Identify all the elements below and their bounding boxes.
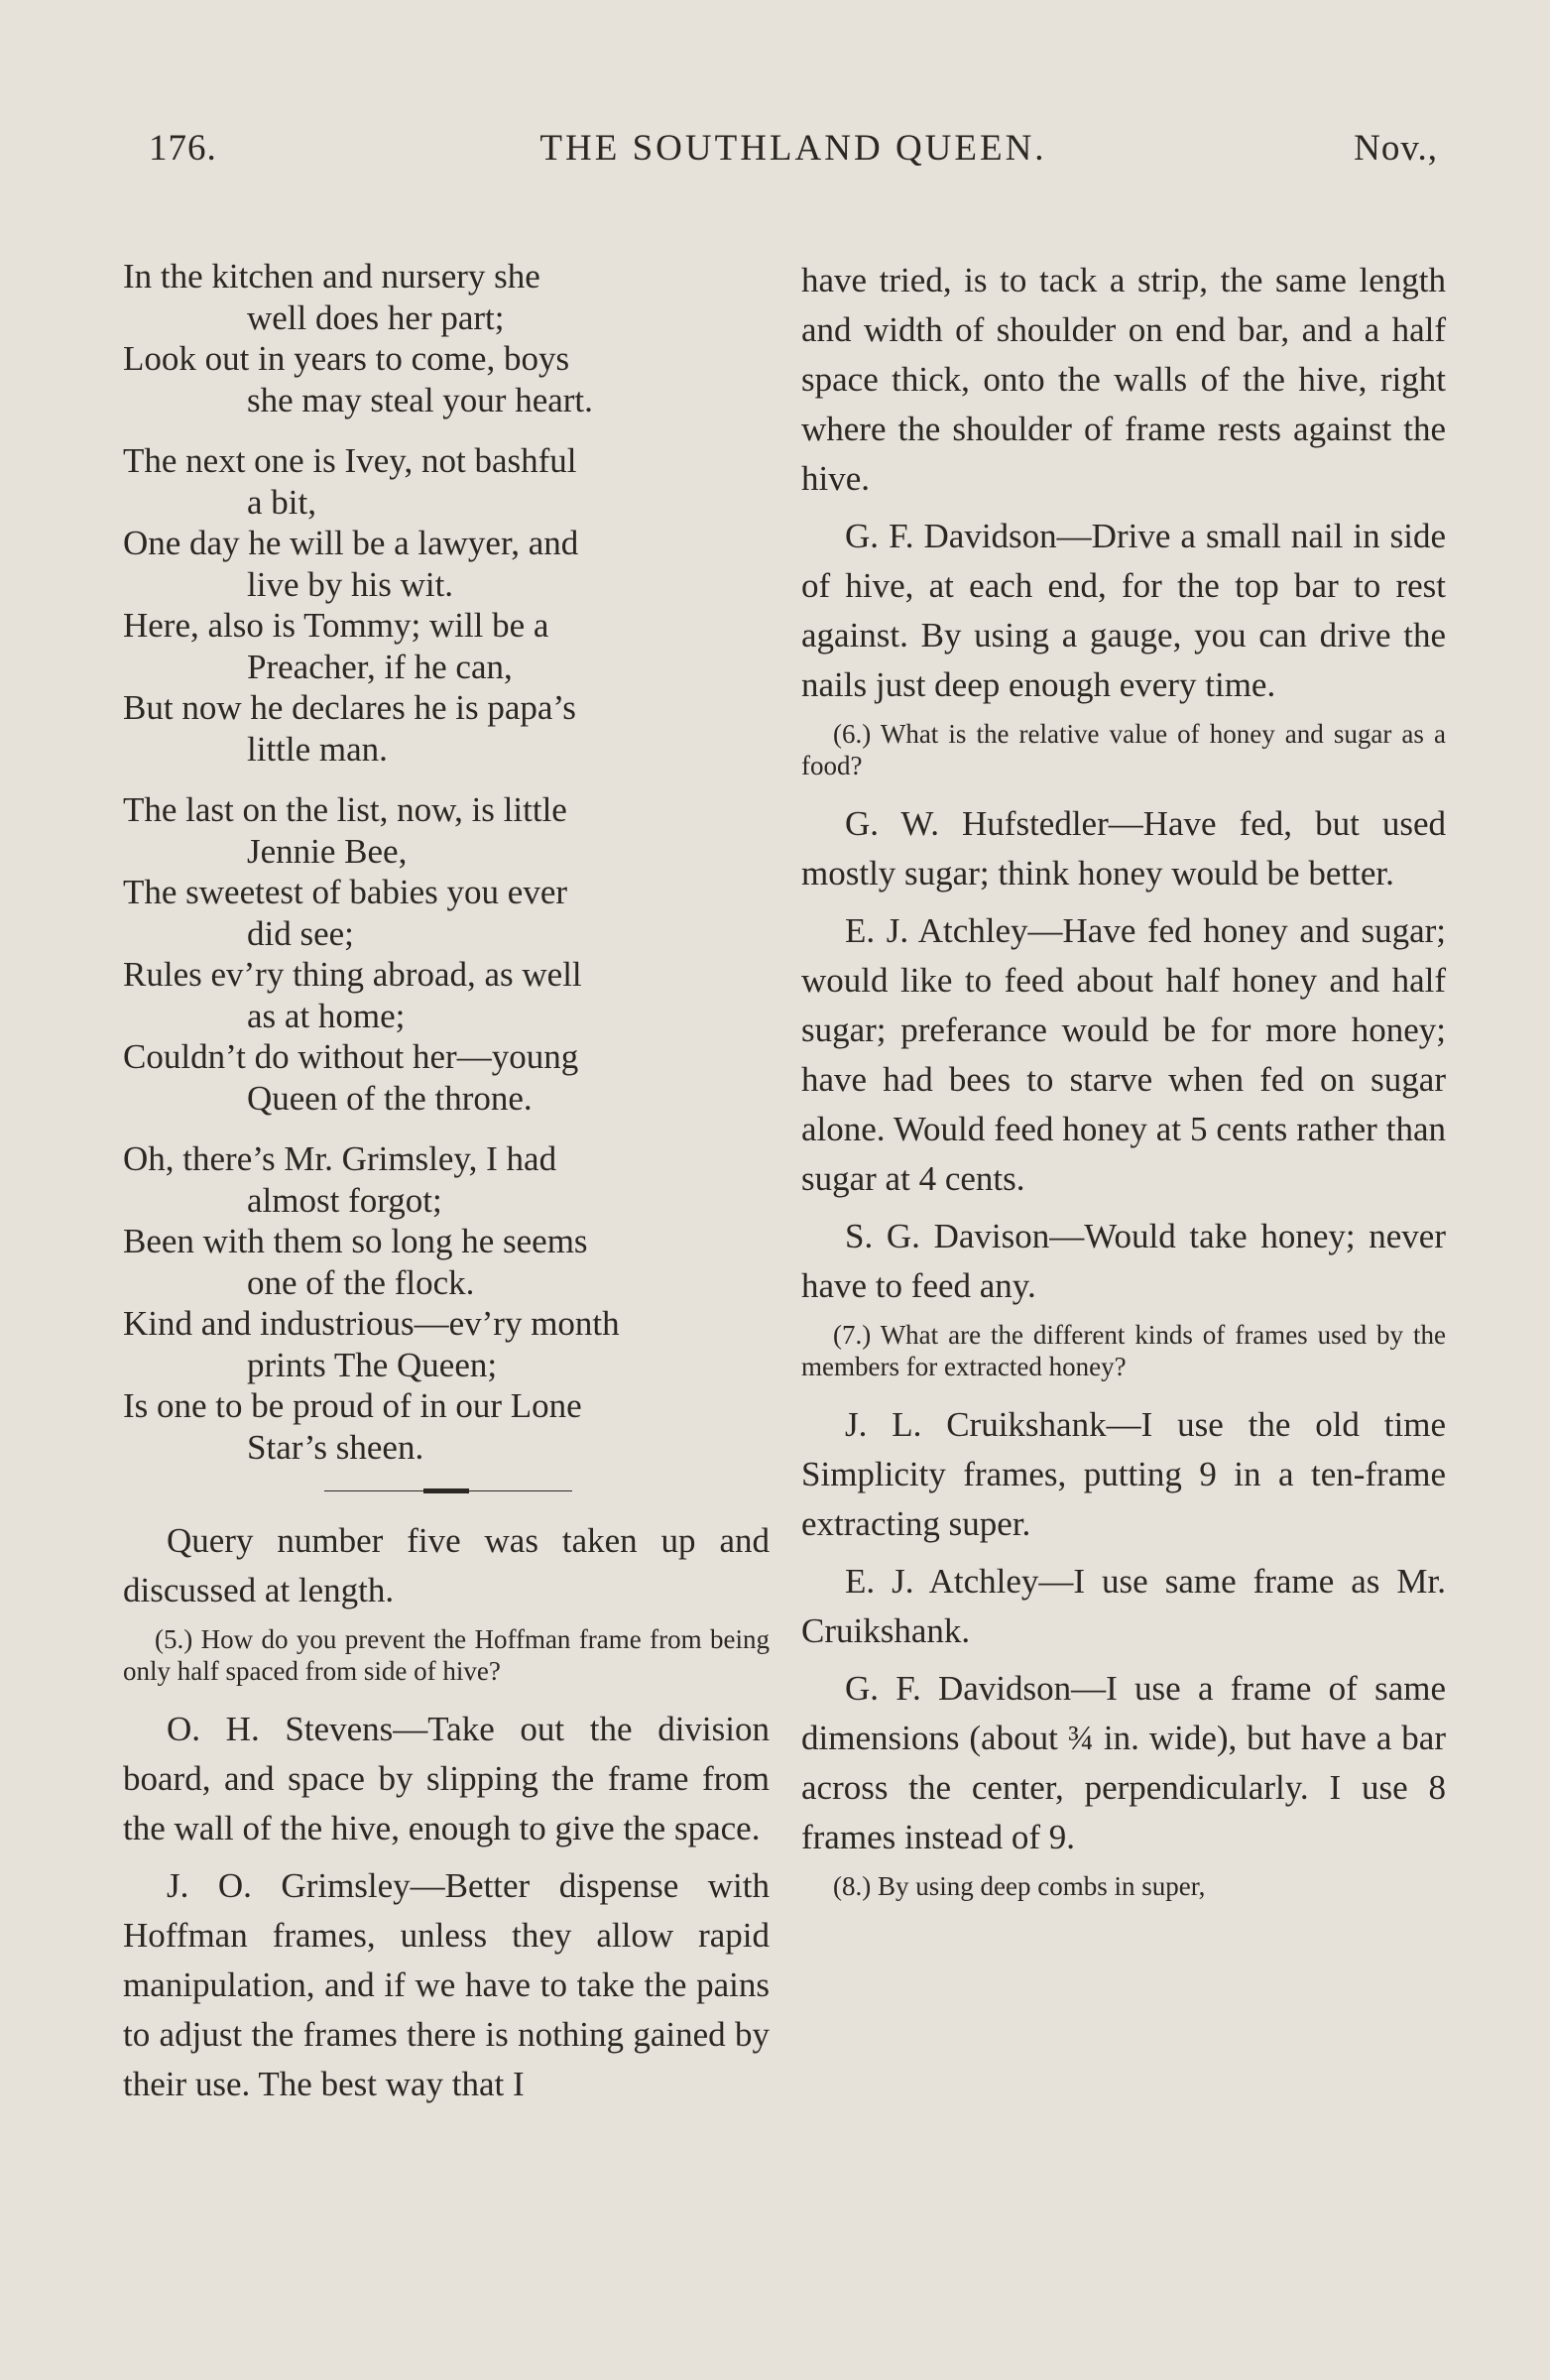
poem-stanza <box>123 440 770 770</box>
section-divider <box>324 1490 572 1494</box>
poem-line: Been with them so long he seems <box>123 1222 588 1260</box>
poem-line: well does her part; <box>247 298 505 337</box>
poem-line: live by his wit. <box>247 564 454 604</box>
poem-line: as at home; <box>247 996 406 1035</box>
poem-line: Star’s sheen. <box>247 1427 424 1467</box>
answer-paragraph: E. J. Atchley—I use same frame as Mr. Cruikshank. <box>801 1562 1446 1650</box>
answer-paragraph: S. G. Davison—Would take honey; never have to feed any. <box>801 1217 1446 1305</box>
poem-line: Queen of the throne. <box>247 1078 533 1118</box>
poem-stanza <box>123 1138 770 1468</box>
poem-line: Oh, there’s Mr. Grimsley, I had <box>123 1139 557 1178</box>
poem-line: But now he declares he is papa’s <box>123 688 576 727</box>
answer-paragraph: J. O. Grimsley—Better dispense with Hoffman frames, unless they allow rapid manipulation, and if we have to take the pains to adjust the frames there is nothing gained by their use. The best way that I <box>123 1866 770 2103</box>
poem-line: prints The Queen; <box>247 1345 498 1384</box>
poem-line: The next one is Ivey, not bashful <box>123 441 577 480</box>
poem-line: little man. <box>247 729 388 769</box>
meeting-intro: Query number five was taken up and discussed at length. <box>123 1521 770 1609</box>
poem-line: In the kitchen and nursery she <box>123 257 540 296</box>
running-title: THE SOUTHLAND QUEEN. <box>539 128 1047 169</box>
query-seven: (7.) What are the different kinds of frames used by the members for extracted honey? <box>801 1320 1446 1381</box>
poem-line: Jennie Bee, <box>247 831 408 871</box>
page-number: 176. <box>149 128 217 169</box>
query-five: (5.) How do you prevent the Hoffman frame from being only half spaced from side of hive? <box>123 1624 770 1686</box>
answer-paragraph: G. F. Davidson—Drive a small nail in side of hive, at each end, for the top bar to rest against. By using a gauge, you can drive the nails just deep enough every time. <box>801 517 1446 704</box>
answer-paragraph: G. W. Hufstedler—Have fed, but used mostly sugar; think honey would be better. <box>801 804 1446 892</box>
poem-line: Kind and industrious—ev’ry month <box>123 1304 620 1343</box>
poem-line: a bit, <box>247 482 316 522</box>
answer-paragraph: G. F. Davidson—I use a frame of same dimensions (about ¾ in. wide), but have a bar across the center, perpendicularly. I use 8 frames instead of 9. <box>801 1669 1446 1856</box>
right-column <box>801 256 1446 1920</box>
poem-line: one of the flock. <box>247 1262 475 1302</box>
continued-paragraph: have tried, is to tack a strip, the same length and width of shoulder on end bar, and a half space thick, onto the walls of the hive, right where the shoulder of frame rests against the hive. <box>801 261 1446 498</box>
poem <box>123 256 770 1468</box>
poem-line: Couldn’t do without her—young <box>123 1037 579 1076</box>
poem-line: did see; <box>247 913 354 953</box>
poem-line: almost forgot; <box>247 1180 442 1220</box>
query-eight: (8.) By using deep combs in super, <box>833 1871 1206 1901</box>
answer-paragraph: E. J. Atchley—Have fed honey and sugar; would like to feed about half honey and half sugar; preferance would be for more honey; have had bees to starve when fed on sugar alone. Would feed honey at 5 cents rather than sugar at 4 cents. <box>801 911 1446 1198</box>
issue-month: Nov., <box>1354 128 1438 169</box>
poem-line: The last on the list, now, is little <box>123 790 567 829</box>
left-column <box>123 256 770 2117</box>
poem-line: Look out in years to come, boys <box>123 339 570 378</box>
query-six: (6.) What is the relative value of honey and sugar as a food? <box>801 719 1446 780</box>
answer-paragraph: J. L. Cruikshank—I use the old time Simplicity frames, putting 9 in a ten-frame extracting super. <box>801 1405 1446 1543</box>
poem-line: Is one to be proud of in our Lone <box>123 1386 582 1425</box>
poem-stanza <box>123 256 770 420</box>
poem-line: Rules ev’ry thing abroad, as well <box>123 955 582 994</box>
poem-line: One day he will be a lawyer, and <box>123 524 579 562</box>
poem-line: Here, also is Tommy; will be a <box>123 606 549 645</box>
page-header <box>149 127 1438 177</box>
poem-stanza <box>123 789 770 1119</box>
poem-line: The sweetest of babies you ever <box>123 873 568 911</box>
answer-paragraph: O. H. Stevens—Take out the division board, and space by slipping the frame from the wall of the hive, enough to give the space. <box>123 1710 770 1847</box>
poem-line: Preacher, if he can, <box>247 647 513 686</box>
poem-line: she may steal your heart. <box>247 380 593 419</box>
